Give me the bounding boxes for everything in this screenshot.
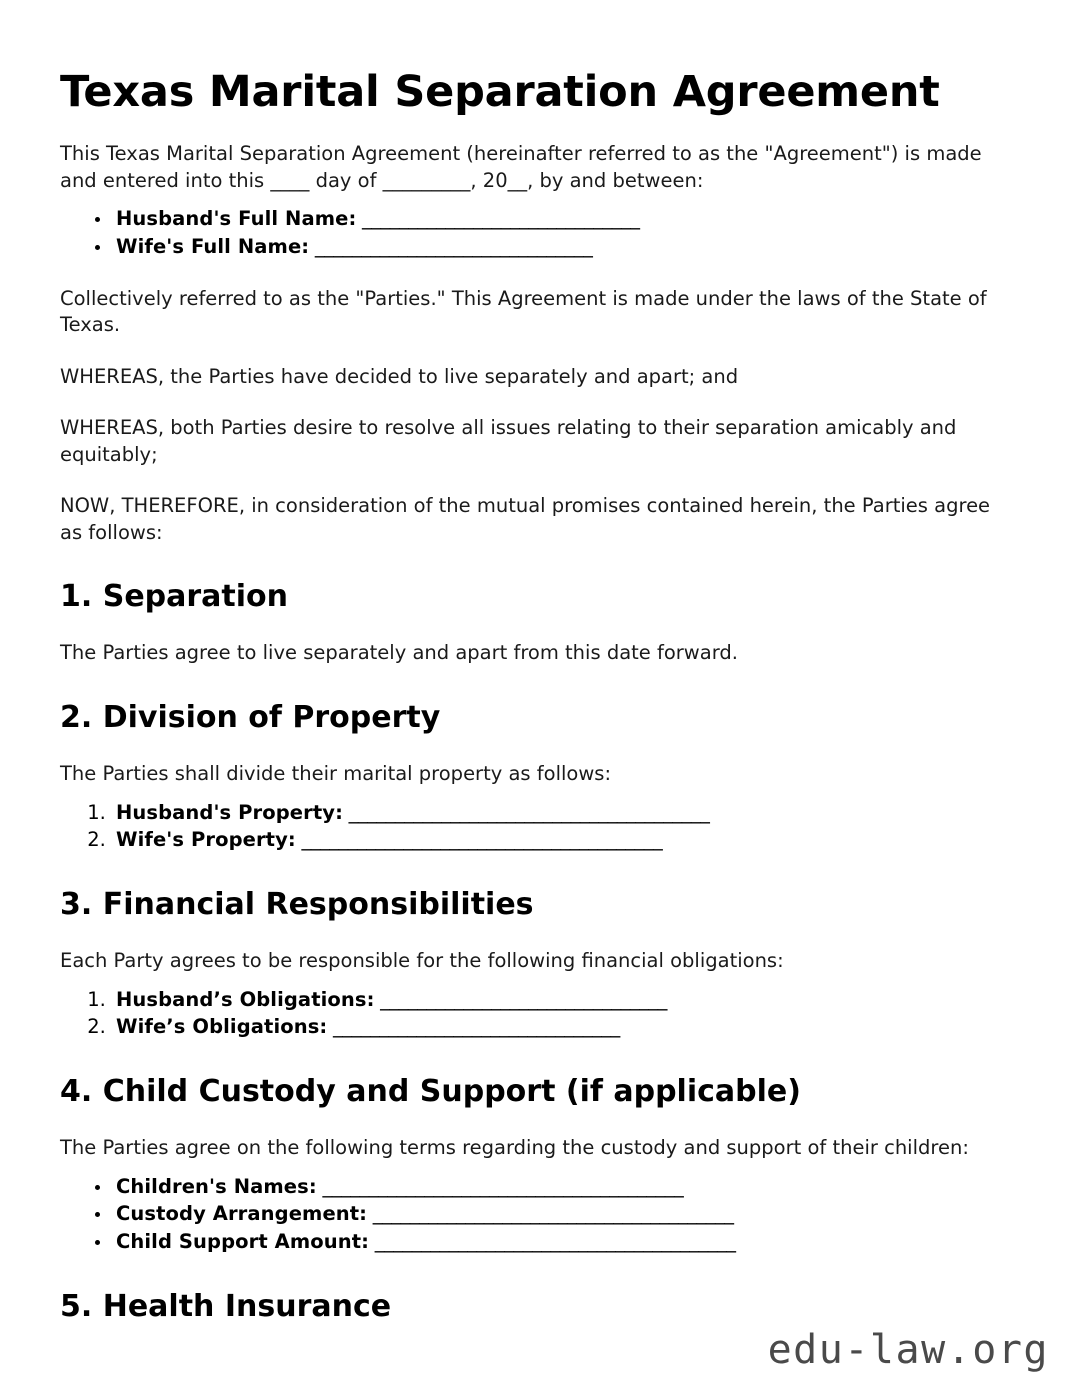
now-therefore-paragraph: NOW, THEREFORE, in consideration of the mutual promises contained herein, the Parties agree as follows: [60,494,991,544]
intro-paragraph: This Texas Marital Separation Agreement (hereinafter referred to as the "Agreement") is made and entered into this ____ day of _________, 20__, by and between: [60,142,982,192]
list-item [112,1201,1000,1226]
child-support-amount-label: Child Support Amount: [116,1229,370,1253]
whereas-paragraph-1: WHEREAS, the Parties have decided to live separately and apart; and [60,364,739,388]
parties-list [60,194,1000,259]
husband-property-label: Husband's Property: [116,800,343,824]
list-item [112,827,1000,852]
custody-arrangement-label: Custody Arrangement: [116,1202,368,1226]
section-body-division-of-property: The Parties shall divide their marital property as follows: [60,762,612,785]
wife-obligations-blank[interactable]: _______________________________ [327,1015,620,1039]
child-custody-list [60,1162,1000,1254]
site-watermark: edu-law.org [767,1327,1049,1373]
section-body-child-custody-and-support: The Parties agree on the following terms regarding the custody and support of their children: [60,1136,969,1160]
child-support-amount-blank[interactable]: _______________________________________ [369,1229,736,1253]
document-page [60,0,1000,1325]
list-item [112,206,1000,231]
custody-arrangement-blank[interactable]: _______________________________________ [367,1202,734,1226]
section-heading-separation: 1. Separation [60,579,289,615]
section-heading-division-of-property: 2. Division of Property [60,700,441,735]
childrens-names-label: Children's Names: [116,1174,317,1198]
wife-full-name-label: Wife's Full Name: [116,234,310,258]
list-item [112,987,1000,1012]
page-title: Texas Marital Separation Agreement [60,67,940,117]
list-item [112,1174,1000,1199]
wife-obligations-label: Wife’s Obligations: [116,1015,328,1039]
property-list [60,788,1000,853]
section-body-financial-responsibilities: Each Party agrees to be responsible for the following financial obligations: [60,949,784,973]
husband-obligations-blank[interactable]: _______________________________ [374,987,667,1011]
husband-full-name-blank[interactable]: ______________________________ [356,207,640,231]
collective-paragraph: Collectively referred to as the "Parties." This Agreement is made under the laws of the State of Texas. [60,286,987,337]
husband-full-name-label: Husband's Full Name: [116,207,357,231]
section-heading-health-insurance: 5. Health Insurance [60,1288,392,1324]
list-item [112,1014,1000,1039]
list-item [112,1229,1000,1254]
wife-property-label: Wife's Property: [116,827,296,851]
wife-full-name-blank[interactable]: ______________________________ [309,234,593,258]
list-item [112,234,1000,259]
husband-obligations-label: Husband’s Obligations: [116,987,375,1011]
wife-property-blank[interactable]: _______________________________________ [295,827,663,851]
section-body-separation: The Parties agree to live separately and apart from this date forward. [60,641,738,665]
husband-property-blank[interactable]: _______________________________________ [342,800,710,824]
childrens-names-blank[interactable]: _______________________________________ [316,1174,684,1198]
list-item [112,800,1000,825]
whereas-paragraph-2: WHEREAS, both Parties desire to resolve all issues relating to their separation amicably and equitably; [60,416,957,466]
section-heading-child-custody-and-support: 4. Child Custody and Support (if applicable) [60,1074,801,1110]
obligations-list [60,975,1000,1040]
section-heading-financial-responsibilities: 3. Financial Responsibilities [60,887,534,923]
